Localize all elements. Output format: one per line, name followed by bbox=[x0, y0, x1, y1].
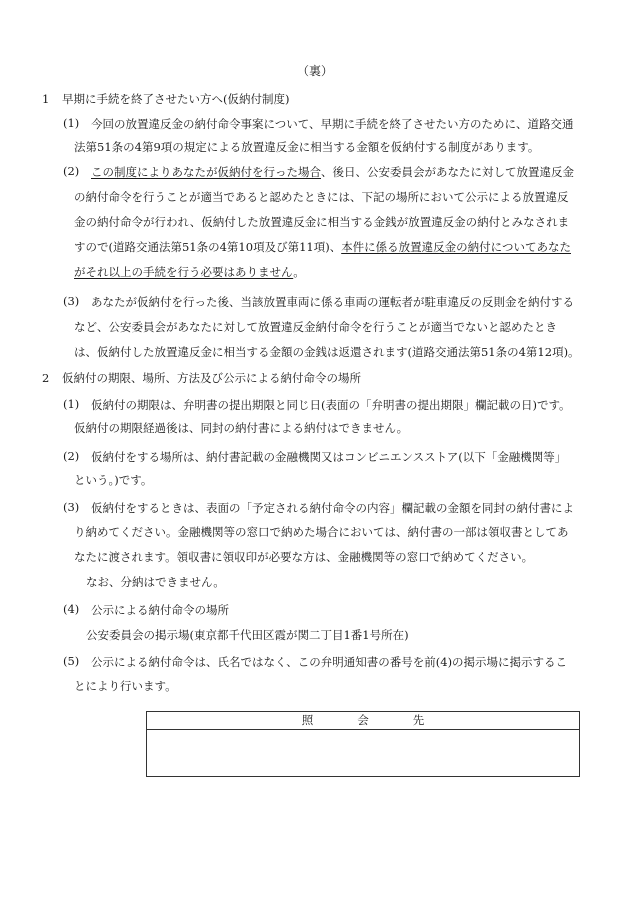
section-number: 1 bbox=[42, 92, 50, 106]
paragraph-line: 仮納付をするときは、表面の「予定される納付命令の内容」欄記載の金額を同封の納付書によ bbox=[91, 501, 574, 515]
paragraph-line: り納めてください。金融機関等の窓口で納めた場合においては、納付書の一部は領収書としてあ bbox=[74, 525, 569, 539]
item-number: (2) bbox=[63, 164, 80, 178]
contact-heading-char: 先 bbox=[412, 713, 425, 727]
paragraph-line: 仮納付をする場所は、納付書記載の金融機関又はコンビニエンスストア(以下「金融機関等」 bbox=[91, 450, 567, 464]
paragraph-line bbox=[74, 264, 305, 280]
item-number: (1) bbox=[63, 116, 80, 130]
paragraph-line: という。)です。 bbox=[74, 473, 153, 487]
paragraph-line: 今回の放置違反金の納付命令事案について、早期に手続を終了させたい方のために、道路交通 bbox=[91, 117, 574, 131]
paragraph-line: 法第51条の4第9項の規定による放置違反金に相当する金額を仮納付する制度があります。 bbox=[74, 140, 540, 154]
item-number: (3) bbox=[63, 500, 80, 514]
text-span: 、後日、公安委員会があなたに対して放置違反金 bbox=[321, 165, 574, 179]
contact-heading-char: 会 bbox=[357, 713, 369, 727]
paragraph-line: 公安委員会の掲示場(東京都千代田区霞が関二丁目1番1号所在) bbox=[86, 628, 409, 642]
paragraph-line: は、仮納付した放置違反金に相当する金額の金銭は返還されます(道路交通法第51条の4第12項)。 bbox=[74, 345, 580, 359]
paragraph-line: 公示による納付命令の場所 bbox=[91, 603, 229, 617]
contact-heading bbox=[147, 712, 579, 730]
text-span: 。 bbox=[293, 265, 305, 279]
underlined-text: 本件に係る放置違反金の納付についてあなた bbox=[341, 240, 571, 254]
section-number: 2 bbox=[42, 371, 50, 385]
text-span: すので(道路交通法第51条の4第10項及び第11項)、 bbox=[74, 240, 342, 254]
paragraph-line: の納付命令を行うことが適当であると認めたときには、下記の場所において公示による放置違反 bbox=[74, 190, 569, 204]
item-number: (4) bbox=[63, 602, 80, 616]
page-title: （裏） bbox=[296, 64, 333, 78]
paragraph-line: 仮納付の期限は、弁明書の提出期限と同じ日(表面の「弁明書の提出期限」欄記載の日)です。 bbox=[91, 398, 571, 412]
item-number: (2) bbox=[63, 449, 80, 463]
contact-body bbox=[147, 730, 579, 776]
section-title: 早期に手続を終了させたい方へ(仮納付制度) bbox=[62, 92, 290, 106]
paragraph-line: 公示による納付命令は、氏名ではなく、この弁明通知書の番号を前(4)の掲示場に掲示するこ bbox=[91, 655, 568, 669]
paragraph-line bbox=[91, 164, 574, 180]
underlined-text: がそれ以上の手続を行う必要はありません bbox=[74, 265, 294, 279]
item-number: (3) bbox=[63, 294, 80, 308]
paragraph-line: など、公安委員会があなたに対して放置違反金納付命令を行うことが適当でないと認めたとき bbox=[74, 320, 557, 334]
contact-box bbox=[146, 711, 580, 777]
item-number: (5) bbox=[63, 654, 80, 668]
section-2-heading bbox=[42, 370, 361, 386]
contact-heading-char: 照 bbox=[301, 713, 314, 727]
paragraph-line: とにより行います。 bbox=[74, 679, 177, 693]
paragraph-line: 仮納付の期限経過後は、同封の納付書による納付はできません。 bbox=[74, 421, 409, 435]
paragraph-line: なたに渡されます。領収書に領収印が必要な方は、金融機関等の窓口で納めてください。 bbox=[74, 550, 534, 564]
paragraph-line: 金の納付命令が行われ、仮納付した放置違反金に相当する金銭が放置違反金の納付とみなされま bbox=[74, 215, 570, 229]
section-1-heading bbox=[42, 91, 289, 107]
paragraph-line: あなたが仮納付を行った後、当該放置車両に係る車両の運転者が駐車違反の反則金を納付する bbox=[91, 295, 574, 309]
underlined-text: この制度によりあなたが仮納付を行った場合 bbox=[91, 165, 321, 179]
section-title: 仮納付の期限、場所、方法及び公示による納付命令の場所 bbox=[62, 371, 361, 385]
item-number: (1) bbox=[63, 397, 80, 411]
paragraph-line bbox=[74, 239, 571, 255]
paragraph-line: なお、分納はできません。 bbox=[86, 575, 225, 589]
